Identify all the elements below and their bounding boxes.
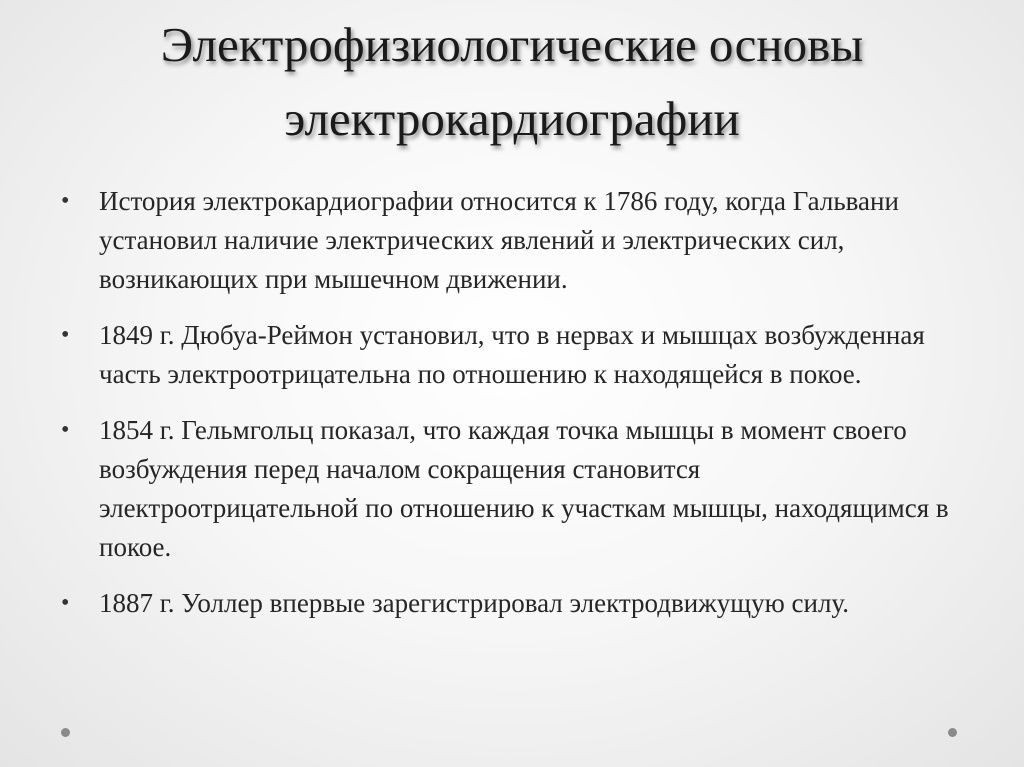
corner-dot-right-icon	[948, 728, 957, 737]
bullet-dot-icon: •	[61, 188, 70, 214]
bullet-text: 1849 г. Дюбуа-Реймон установил, что в нервах и мышцах возбужденная часть электроотрицательна по отношению к находящейся в покое.	[99, 320, 925, 389]
corner-dot-left-icon	[61, 728, 70, 737]
bullet-text: 1887 г. Уоллер впервые зарегистрировал электродвижущую силу.	[99, 588, 849, 618]
slide-title-line-1: Электрофизиологические основы	[160, 17, 864, 72]
bullet-item	[59, 316, 959, 394]
bullet-item	[59, 411, 959, 567]
bullet-list	[59, 182, 959, 640]
bullet-text: 1854 г. Гельмгольц показал, что каждая точка мышцы в момент своего возбуждения перед началом сокращения становится электроотрицательной по отношению к участкам мышцы, находящимся в покое.	[99, 415, 949, 562]
bullet-item	[59, 182, 959, 299]
slide-title-line-2: электрокардиографии	[284, 91, 740, 146]
bullet-dot-icon: •	[61, 322, 70, 348]
bullet-dot-icon: •	[61, 417, 70, 443]
bullet-text: История электрокардиографии относится к 1786 году, когда Гальвани установил наличие электрических явлений и электрических сил, возникающих при мышечном движении.	[99, 186, 899, 294]
slide-title	[40, 8, 984, 156]
bullet-item	[59, 584, 959, 623]
bullet-dot-icon: •	[61, 590, 70, 616]
